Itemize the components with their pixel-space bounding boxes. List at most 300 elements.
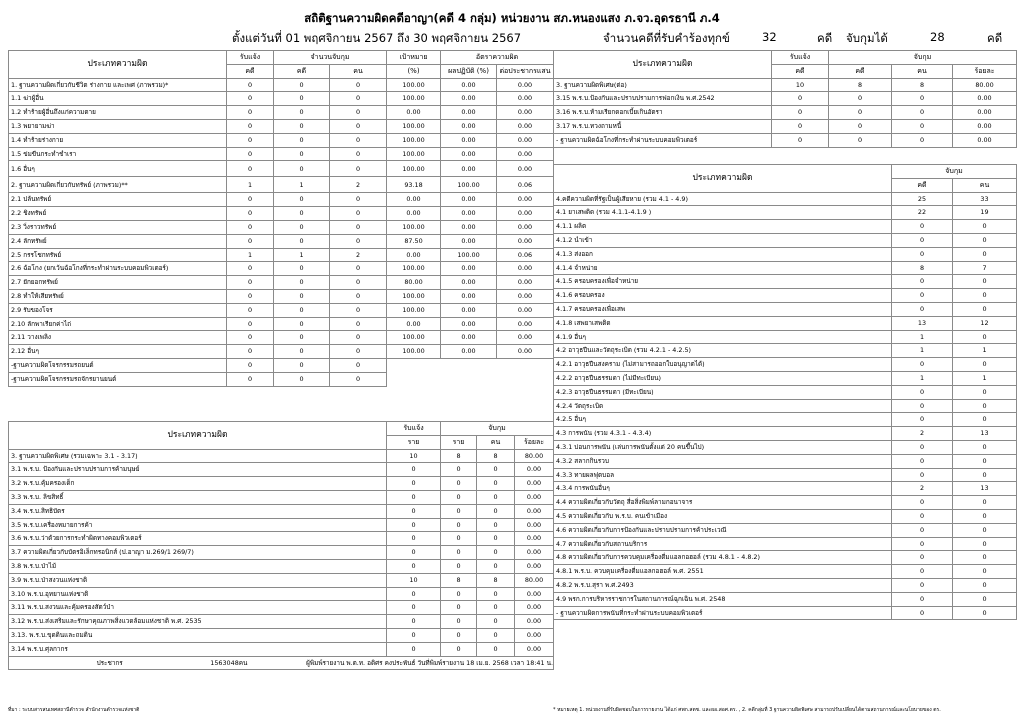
- row-label: 4.3.4 การพนันอื่นๆ: [554, 482, 892, 496]
- row-label: 4.2 อาวุธปืนและวัตถุระเบิด (รวม 4.2.1 - 4.2.5): [554, 344, 892, 358]
- table-row: [554, 496, 1017, 510]
- row-value: 0: [953, 302, 1017, 316]
- row-label: 2.12 อื่นๆ: [9, 345, 227, 359]
- table-row: [9, 92, 554, 106]
- row-label: 1.6 อื่นๆ: [9, 161, 227, 177]
- row-value: 0: [441, 628, 477, 642]
- row-value: 0: [227, 372, 274, 386]
- row-value: 0.00: [515, 601, 554, 615]
- row-value: 0.00: [387, 193, 441, 207]
- row-value: 0: [953, 551, 1017, 565]
- row-value: 80.00: [515, 449, 554, 463]
- row-value: 0.00: [515, 546, 554, 560]
- row-value: 0: [441, 615, 477, 629]
- table-group-3-continued: [553, 50, 1017, 148]
- row-label: 3.12 พ.ร.บ.ส่งเสริมและรักษาคุณภาพสิ่งแวดล้อมแห่งชาติ พ.ศ. 2535: [9, 615, 387, 629]
- row-label: 4.1.2 นำเข้า: [554, 233, 892, 247]
- row-value: 0.00: [515, 628, 554, 642]
- row-label: - ฐานความผิดการพนันที่กระทำผ่านระบบคอมพิวเตอร์: [554, 606, 892, 620]
- table-row: [554, 399, 1017, 413]
- row-label: 4.1 ยาเสพติด (รวม 4.1.1-4.1.9 ): [554, 206, 892, 220]
- row-value: 100.00: [387, 147, 441, 161]
- table-row: [554, 247, 1017, 261]
- row-value: 0: [892, 220, 953, 234]
- row-value: 1: [953, 371, 1017, 385]
- row-value: 0.00: [387, 248, 441, 262]
- row-value: 0: [829, 119, 892, 133]
- t3-header-person: คน: [477, 435, 515, 449]
- row-value: 0: [477, 504, 515, 518]
- row-label: 1. ฐานความผิดเกี่ยวกับชีวิต ร่างกาย และเพศ (ภาพรวม)*: [9, 78, 227, 92]
- row-value: 0: [892, 606, 953, 620]
- row-value: 0.00: [441, 133, 497, 147]
- row-value: 0: [330, 289, 387, 303]
- row-label: 2.2 ชิงทรัพย์: [9, 207, 227, 221]
- row-label: 3.3 พ.ร.บ. ลิขสิทธิ์: [9, 490, 387, 504]
- row-label: 3.17 พ.ร.บ.ทวงถามหนี้: [554, 119, 772, 133]
- row-value: 0: [387, 546, 441, 560]
- row-value: 0.00: [441, 193, 497, 207]
- row-value: 100.00: [387, 262, 441, 276]
- row-value: 0.00: [497, 331, 554, 345]
- row-value: 0.00: [515, 587, 554, 601]
- row-value: 0: [330, 262, 387, 276]
- t2-header-percent: ร้อยละ: [953, 64, 1017, 78]
- table-row: [554, 233, 1017, 247]
- table-row: [554, 289, 1017, 303]
- row-value: 8: [477, 449, 515, 463]
- footer-note: * หมายเหตุ 1. หน่วยงานที่รับผิดชอบในการรายงาน ได้แก่ ศพก.สตช. และผอ.สอศ.ตร. , 2. คดีกลุ่มที่ 3 ฐานความผิดพิเศษ สามารถปรับเปลี่ยนได้ตามสถานการณ์และนโยบายของ ตร.: [553, 707, 941, 713]
- row-value: 100.00: [387, 78, 441, 92]
- row-label: 3. ฐานความผิดพิเศษ (รวมเฉพาะ 3.1 - 3.17): [9, 449, 387, 463]
- row-value: 0: [441, 463, 477, 477]
- row-value: 0: [953, 592, 1017, 606]
- row-value: 0.00: [515, 463, 554, 477]
- row-label: 4.1.3 ส่งออก: [554, 247, 892, 261]
- t1-header-received: รับแจ้ง: [227, 51, 274, 65]
- row-value: 0: [274, 234, 330, 248]
- row-value: 0: [387, 490, 441, 504]
- complaints-value: 32: [762, 30, 777, 44]
- row-value: 100.00: [387, 345, 441, 359]
- row-value: 100.00: [387, 220, 441, 234]
- row-value: 0: [227, 317, 274, 331]
- row-value: 0: [274, 276, 330, 290]
- table-row: [9, 262, 554, 276]
- row-label: 4.1.9 อื่นๆ: [554, 330, 892, 344]
- table-row: [9, 642, 554, 656]
- row-value: 0: [477, 490, 515, 504]
- table-row: [9, 193, 554, 207]
- row-label: 1.4 ทำร้ายร่างกาย: [9, 133, 227, 147]
- row-value: 0: [953, 399, 1017, 413]
- row-value: 19: [953, 206, 1017, 220]
- row-value: 100.00: [387, 331, 441, 345]
- row-label: 3.5 พ.ร.บ.เครื่องหมายการค้า: [9, 518, 387, 532]
- row-label: 4.2.3 อาวุธปืนธรรมดา (มีทะเบียน): [554, 385, 892, 399]
- row-value: 0.00: [953, 92, 1017, 106]
- row-value: 0: [441, 642, 477, 656]
- table-row: [554, 358, 1017, 372]
- row-value: 0: [330, 331, 387, 345]
- table-row: [554, 220, 1017, 234]
- row-value: 0.00: [497, 289, 554, 303]
- row-value: 0: [227, 234, 274, 248]
- row-value: 8: [892, 78, 953, 92]
- row-value: 0.00: [441, 345, 497, 359]
- t4-header-arrest: จับกุม: [892, 165, 1017, 179]
- row-value: 0: [772, 106, 829, 120]
- row-value: 0: [387, 532, 441, 546]
- t3-header-arrest: จับกุม: [441, 422, 554, 436]
- row-value: 2: [330, 177, 387, 193]
- row-label: 2.1 ปล้นทรัพย์: [9, 193, 227, 207]
- table-groups-1-2: [8, 50, 554, 387]
- row-label: 3.15 พ.ร.บ.ป้องกันและปราบปรามการฟอกเงิน พ.ศ.2542: [554, 92, 772, 106]
- row-value: 0: [953, 578, 1017, 592]
- arrested-value: 28: [930, 30, 945, 44]
- t4-header-case: คดี: [892, 178, 953, 192]
- row-value: 0: [441, 490, 477, 504]
- row-value: 0.00: [515, 504, 554, 518]
- table-row: [554, 275, 1017, 289]
- row-value: 100.00: [387, 119, 441, 133]
- population-value: 1563048คน: [210, 658, 248, 667]
- row-label: 3.14 พ.ร.บ.ศุลกากร: [9, 642, 387, 656]
- row-value: 0: [892, 385, 953, 399]
- row-value: 0.00: [441, 106, 497, 120]
- row-label: 4.1.5 ครอบครองเพื่อจำหน่าย: [554, 275, 892, 289]
- row-value: 0: [227, 147, 274, 161]
- row-value: 0: [274, 78, 330, 92]
- table-row: [9, 234, 554, 248]
- table-row: [554, 537, 1017, 551]
- row-value: 0: [274, 331, 330, 345]
- row-value: 0: [274, 303, 330, 317]
- row-value: 0: [330, 92, 387, 106]
- row-value: 0: [274, 92, 330, 106]
- row-value: 0: [892, 578, 953, 592]
- t1-header-arrest-count: จำนวนจับกุม: [274, 51, 387, 65]
- row-label: 1.1 ฆ่าผู้อื่น: [9, 92, 227, 106]
- row-label: 1.2 ทำร้ายผู้อื่นถึงแก่ความตาย: [9, 106, 227, 120]
- row-value: 0: [274, 317, 330, 331]
- t1-header-case2: คดี: [274, 64, 330, 78]
- row-value: 0: [953, 468, 1017, 482]
- complaints-label: จำนวนคดีที่รับคำร้องทุกข์: [603, 31, 730, 45]
- table-row: [554, 371, 1017, 385]
- row-value: 0.00: [497, 303, 554, 317]
- row-value: 0: [892, 454, 953, 468]
- table-row: [9, 358, 554, 372]
- row-label: 2.8 ทำให้เสียทรัพย์: [9, 289, 227, 303]
- row-value: 0: [387, 601, 441, 615]
- table-row: [554, 468, 1017, 482]
- row-label: 4.8 ความผิดเกี่ยวกับการควบคุมเครื่องดื่มแอลกอฮอล์ (รวม 4.8.1 - 4.8.2): [554, 551, 892, 565]
- row-value: 0: [892, 440, 953, 454]
- row-label: 2.3 วิ่งราวทรัพย์: [9, 220, 227, 234]
- table-row: [9, 248, 554, 262]
- row-value: 0: [953, 454, 1017, 468]
- arrested-label: จับกุมได้: [846, 31, 888, 45]
- population-row: [9, 656, 554, 670]
- row-value: 0: [953, 289, 1017, 303]
- row-value: 1: [274, 177, 330, 193]
- table-row: [9, 147, 554, 161]
- report-period: ตั้งแต่วันที่ 01 พฤศจิกายน 2567 ถึง 30 พฤศจิกายน 2567: [232, 31, 522, 45]
- row-label: 2.9 รับของโจร: [9, 303, 227, 317]
- row-value: 0: [387, 518, 441, 532]
- t1-header-target: เป้าหมาย: [387, 51, 441, 65]
- row-value: 0: [274, 207, 330, 221]
- row-value: 0: [227, 161, 274, 177]
- row-value: 1: [274, 248, 330, 262]
- t2-header-case2: คดี: [829, 64, 892, 78]
- row-value: 0: [892, 551, 953, 565]
- row-label: 3.10 พ.ร.บ.อุทยานแห่งชาติ: [9, 587, 387, 601]
- table-row: [554, 302, 1017, 316]
- table-row: [554, 192, 1017, 206]
- row-value: 2: [892, 427, 953, 441]
- row-value: 25: [892, 192, 953, 206]
- row-label: 4.2.5 อื่นๆ: [554, 413, 892, 427]
- row-label: 4.2.2 อาวุธปืนธรรมดา (ไม่มีทะเบียน): [554, 371, 892, 385]
- table-row: [9, 559, 554, 573]
- row-value: 0: [227, 289, 274, 303]
- row-value: 0: [330, 193, 387, 207]
- row-label: 2.5 กรรโชกทรัพย์: [9, 248, 227, 262]
- row-value: 0.00: [515, 559, 554, 573]
- row-value: 0: [953, 413, 1017, 427]
- table-row: [554, 427, 1017, 441]
- table-row: [9, 463, 554, 477]
- row-value: 0: [227, 358, 274, 372]
- row-label: 4.1.1 ผลิต: [554, 220, 892, 234]
- row-label: 3.6 พ.ร.บ.ว่าด้วยการกระทำผิดทางคอมพิวเตอร์: [9, 532, 387, 546]
- table-row: [9, 161, 554, 177]
- row-label: 4.2.1 อาวุธปืนสงคราม (ไม่สามารถออกใบอนุญาตได้): [554, 358, 892, 372]
- row-value: 0: [829, 133, 892, 147]
- row-label: 4.1.7 ครอบครองเพื่อเสพ: [554, 302, 892, 316]
- row-value: 0.00: [387, 317, 441, 331]
- row-value: 0: [227, 276, 274, 290]
- row-label: 2.10 ลักพาเรียกค่าไถ่: [9, 317, 227, 331]
- table-row: [554, 565, 1017, 579]
- table-row: [554, 106, 1017, 120]
- row-value: 0: [953, 523, 1017, 537]
- row-value: 0: [330, 133, 387, 147]
- row-value: 0: [274, 220, 330, 234]
- row-value: 0.00: [953, 119, 1017, 133]
- row-value: 0.00: [441, 78, 497, 92]
- t3-header-percent: ร้อยละ: [515, 435, 554, 449]
- table-row: [9, 220, 554, 234]
- table-row: [9, 133, 554, 147]
- table-row: [9, 331, 554, 345]
- table-row: [554, 92, 1017, 106]
- row-value: 0.00: [497, 161, 554, 177]
- table-row: [554, 482, 1017, 496]
- row-value: 0: [330, 207, 387, 221]
- row-value: 0.00: [441, 262, 497, 276]
- row-value: 0.00: [515, 532, 554, 546]
- row-value: 0: [892, 275, 953, 289]
- row-value: 0: [227, 220, 274, 234]
- row-value: 1: [227, 248, 274, 262]
- row-value: 0: [274, 289, 330, 303]
- t1-header-perpop: ต่อประชากรแสน: [497, 64, 554, 78]
- row-value: 0.00: [441, 119, 497, 133]
- row-label: 3.9 พ.ร.บ.ป่าสงวนแห่งชาติ: [9, 573, 387, 587]
- table-group-3: [8, 421, 554, 670]
- row-value: 0: [387, 504, 441, 518]
- row-value: 0: [953, 496, 1017, 510]
- row-value: 0: [892, 358, 953, 372]
- row-value: 0: [330, 345, 387, 359]
- table-row: [9, 477, 554, 491]
- row-value: 13: [892, 316, 953, 330]
- complaints-unit: คดี: [817, 31, 833, 45]
- row-value: 0: [477, 559, 515, 573]
- table-row: [554, 606, 1017, 620]
- table-row: [9, 303, 554, 317]
- row-label: 4.8.2 พ.ร.บ.สุรา พ.ศ.2493: [554, 578, 892, 592]
- table-row: [9, 601, 554, 615]
- row-value: 0: [274, 193, 330, 207]
- row-value: 0: [274, 147, 330, 161]
- row-label: 4.7 ความผิดเกี่ยวกับสถานบริการ: [554, 537, 892, 551]
- row-value: 0: [330, 220, 387, 234]
- row-value: 0: [387, 628, 441, 642]
- blank-cell: [387, 358, 554, 386]
- row-value: 0.00: [497, 92, 554, 106]
- row-value: 80.00: [515, 573, 554, 587]
- row-value: 0.06: [497, 248, 554, 262]
- row-value: 0: [274, 161, 330, 177]
- row-value: 0: [953, 220, 1017, 234]
- row-value: 0: [953, 275, 1017, 289]
- row-value: 0: [441, 477, 477, 491]
- table-row: [554, 385, 1017, 399]
- row-value: 0: [477, 518, 515, 532]
- row-value: 0: [387, 463, 441, 477]
- row-value: 0: [892, 468, 953, 482]
- table-row: [554, 551, 1017, 565]
- row-value: 0.00: [441, 147, 497, 161]
- table-row: [9, 449, 554, 463]
- t2-header-person: คน: [892, 64, 953, 78]
- row-value: 8: [829, 78, 892, 92]
- row-value: 0: [953, 565, 1017, 579]
- row-value: 0: [892, 523, 953, 537]
- row-value: 0: [953, 385, 1017, 399]
- row-value: 8: [477, 573, 515, 587]
- t1-header-case: คดี: [227, 64, 274, 78]
- row-value: 0: [892, 119, 953, 133]
- t2-header-type: ประเภทความผิด: [554, 51, 772, 79]
- row-value: 100.00: [441, 177, 497, 193]
- row-value: 0: [330, 276, 387, 290]
- row-value: 1: [227, 177, 274, 193]
- table-row: [554, 509, 1017, 523]
- row-value: 0: [892, 247, 953, 261]
- row-value: 0.00: [497, 193, 554, 207]
- table-row: [554, 523, 1017, 537]
- row-label: 3.4 พ.ร.บ.สิทธิบัตร: [9, 504, 387, 518]
- population-label: ประชากร: [96, 658, 123, 667]
- row-value: 0: [953, 537, 1017, 551]
- row-label: 2. ฐานความผิดเกี่ยวกับทรัพย์ (ภาพรวม)**: [9, 177, 227, 193]
- table-row: [9, 119, 554, 133]
- row-value: 0: [477, 615, 515, 629]
- row-label: 4.9 พรก.การบริหารราชการในสถานการณ์ฉุกเฉิน พ.ศ. 2548: [554, 592, 892, 606]
- row-value: 0: [477, 601, 515, 615]
- row-label: 4.1.8 เสพยาเสพติด: [554, 316, 892, 330]
- row-value: 0.00: [953, 133, 1017, 147]
- row-value: 0: [477, 463, 515, 477]
- table-row: [9, 177, 554, 193]
- row-label: 4.4 ความผิดเกี่ยวกับวัตถุ สื่อสิ่งพิมพ์ลามกอนาจาร: [554, 496, 892, 510]
- row-value: 0: [441, 504, 477, 518]
- row-value: 0: [772, 92, 829, 106]
- row-label: 4.1.4 จำหน่าย: [554, 261, 892, 275]
- row-value: 0.00: [441, 317, 497, 331]
- table-row: [554, 206, 1017, 220]
- row-value: 8: [892, 261, 953, 275]
- row-value: 8: [441, 449, 477, 463]
- row-value: 0.00: [497, 106, 554, 120]
- row-value: 13: [953, 482, 1017, 496]
- row-value: 0: [227, 92, 274, 106]
- row-value: 0: [441, 601, 477, 615]
- row-value: 0: [892, 565, 953, 579]
- row-label: 3.13. พ.ร.บ.ขุดดินและถมดิน: [9, 628, 387, 642]
- row-value: 0: [953, 330, 1017, 344]
- table-row: [554, 133, 1017, 147]
- row-value: 100.00: [387, 92, 441, 106]
- row-value: 7: [953, 261, 1017, 275]
- row-value: 0: [387, 615, 441, 629]
- row-label: 2.4 ลักทรัพย์: [9, 234, 227, 248]
- footer-source: ที่มา : ระบบสารสนเทศสถานีตำรวจ สำนักงานตำรวจแห่งชาติ: [8, 707, 140, 713]
- t2-header-arrest: จับกุม: [829, 51, 1017, 65]
- row-value: 1: [892, 344, 953, 358]
- table-row: [9, 615, 554, 629]
- table-row: [9, 207, 554, 221]
- row-value: 0.00: [497, 78, 554, 92]
- row-value: 0: [330, 358, 387, 372]
- row-value: 0: [477, 587, 515, 601]
- row-value: 0: [477, 546, 515, 560]
- row-value: 0: [772, 133, 829, 147]
- row-label: 1.5 ข่มขืนกระทำชำเรา: [9, 147, 227, 161]
- row-value: 0: [953, 358, 1017, 372]
- row-value: 2: [330, 248, 387, 262]
- row-value: 100.00: [441, 248, 497, 262]
- row-label: 3. ฐานความผิดพิเศษ(ต่อ): [554, 78, 772, 92]
- table-row: [9, 573, 554, 587]
- row-value: 0: [330, 147, 387, 161]
- row-value: 0: [892, 496, 953, 510]
- row-value: 0: [330, 317, 387, 331]
- row-value: 100.00: [387, 133, 441, 147]
- row-value: 93.18: [387, 177, 441, 193]
- table-row: [9, 345, 554, 359]
- row-value: 0.00: [515, 490, 554, 504]
- table-row: [9, 587, 554, 601]
- t1-header-person: คน: [330, 64, 387, 78]
- row-value: 0: [387, 477, 441, 491]
